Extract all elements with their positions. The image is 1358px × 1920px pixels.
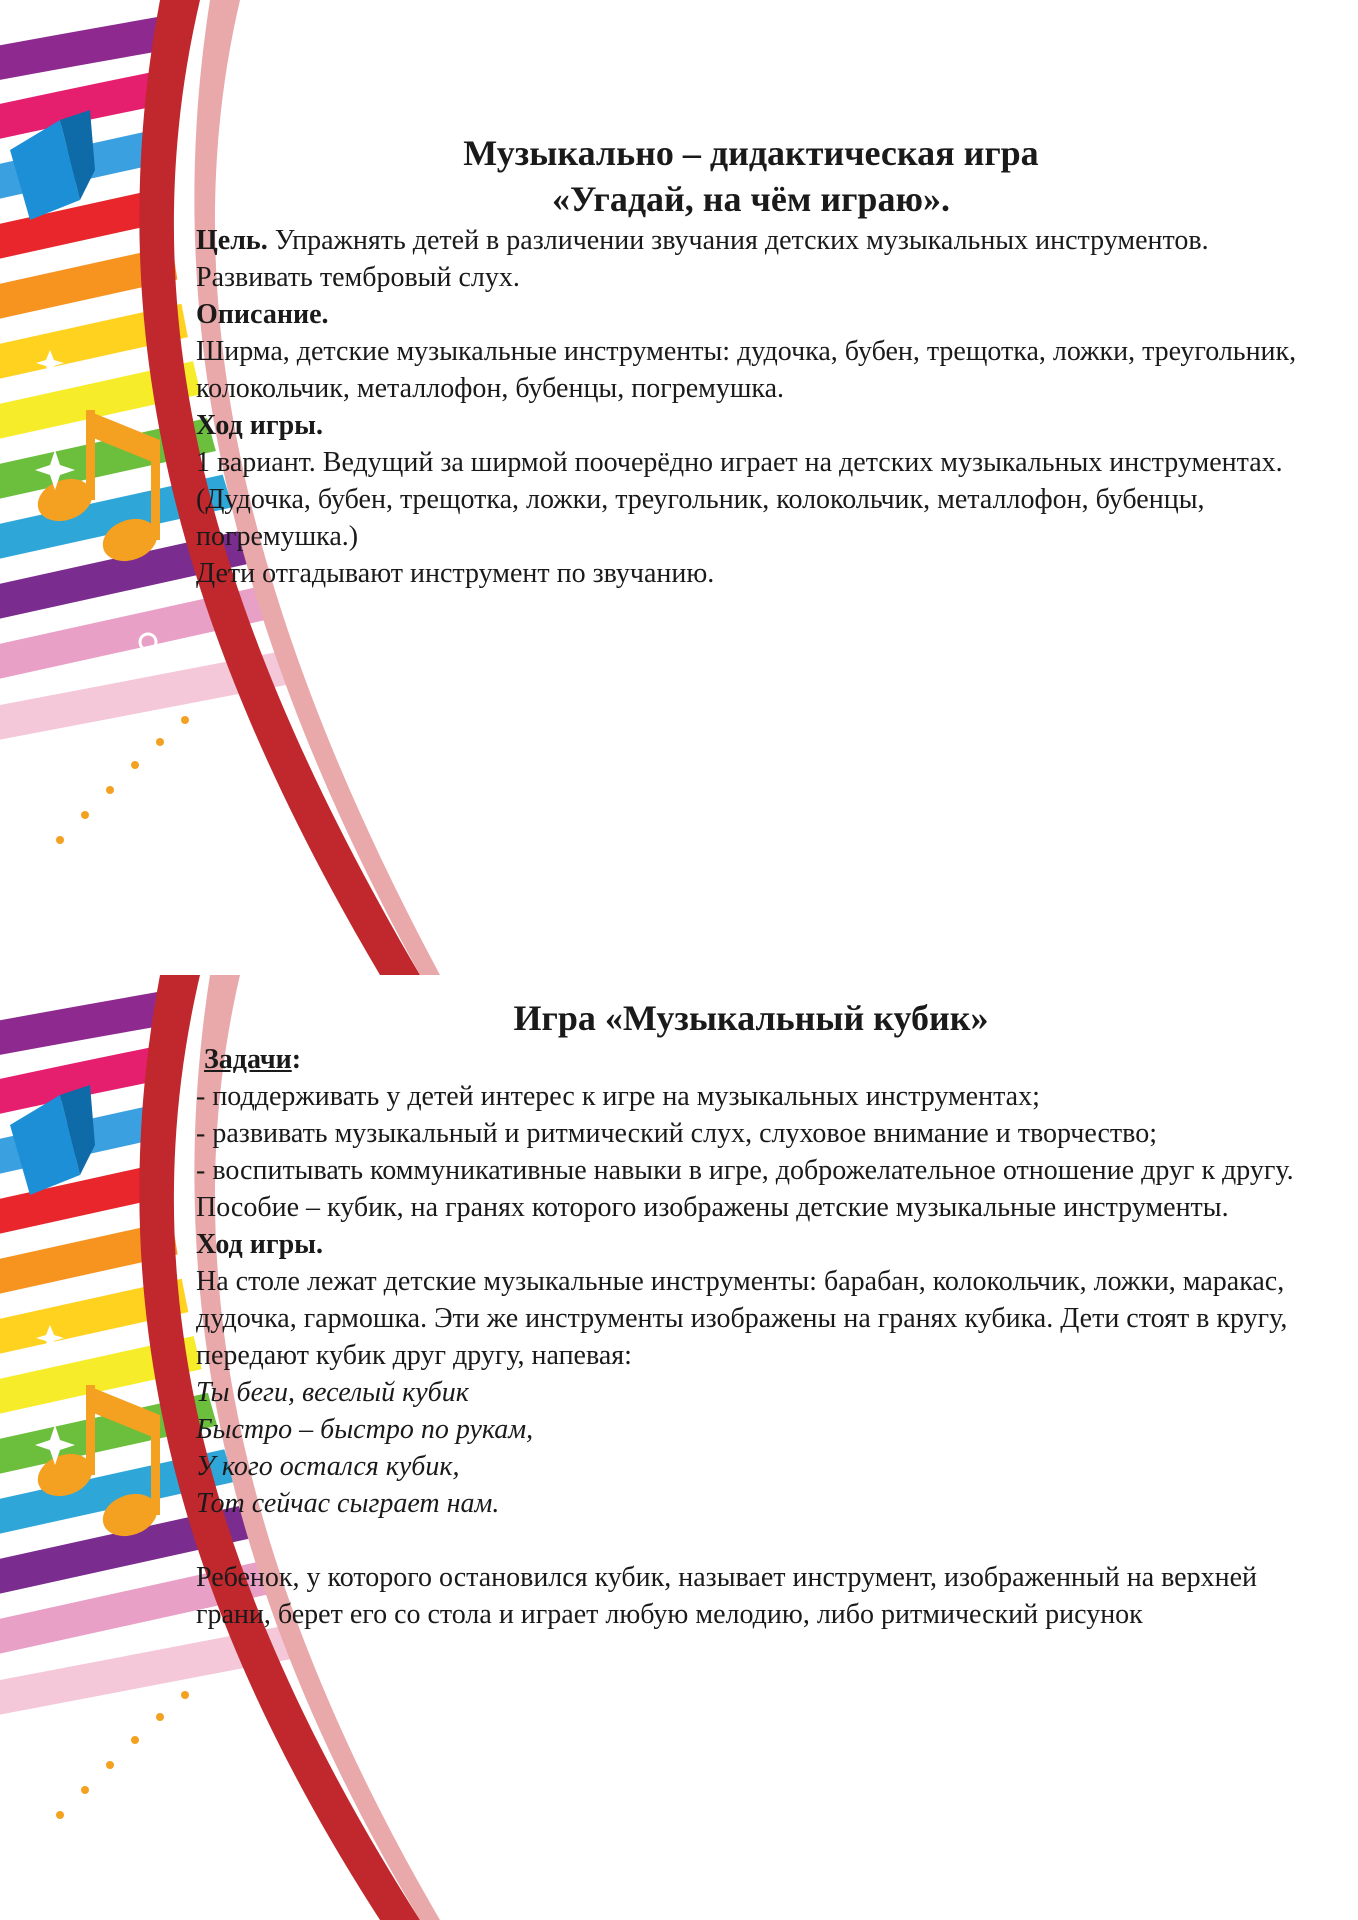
goal-text: Упражнять детей в различении звучания детских музыкальных инструментов. bbox=[267, 225, 1209, 256]
dotted-arc-decoration bbox=[56, 716, 189, 844]
game1-process-label: Ход игры. bbox=[196, 410, 323, 441]
tasks-heading bbox=[196, 1041, 1306, 1078]
game1-title-line2: «Угадай, на чём играю». bbox=[552, 179, 950, 219]
page-panel-2 bbox=[0, 975, 1358, 1920]
spacer bbox=[196, 1522, 1306, 1559]
verse-line-4: Тот сейчас сыграет нам. bbox=[196, 1488, 500, 1519]
tasks-colon: : bbox=[291, 1044, 302, 1075]
final-text: Ребенок, у которого остановился кубик, называет инструмент, изображенный на верхней грани, берет его со стола и играет любую мелодию, либо ритмический рисунок bbox=[196, 1562, 1258, 1630]
game1-process-text-1: 1 вариант. Ведущий за ширмой поочерёдно играет на детских музыкальных инструментах. (Дудочка, бубен, трещотка, ложки, треугольник, колокольчик, металлофон, бубенцы, погремушка.) bbox=[196, 447, 1283, 552]
description-label: Описание. bbox=[196, 299, 329, 330]
description-text: Ширма, детские музыкальные инструменты: дудочка, бубен, трещотка, ложки, треугольник, колокольчик, металлофон, бубенцы, погремушка. bbox=[196, 336, 1297, 404]
game2-content bbox=[196, 995, 1306, 1633]
aid-text: Пособие – кубик, на гранях которого изображены детские музыкальные инструменты. bbox=[196, 1192, 1229, 1223]
game1-process-text-2: Дети отгадывают инструмент по звучанию. bbox=[196, 558, 715, 589]
verse-line-2: Быстро – быстро по рукам, bbox=[196, 1414, 534, 1445]
verse-line-1: Ты беги, веселый кубик bbox=[196, 1377, 469, 1408]
game1-title-line1: Музыкально – дидактическая игра bbox=[463, 133, 1039, 173]
game1-goal bbox=[196, 222, 1306, 259]
game2-process-text: На столе лежат детские музыкальные инструменты: барабан, колокольчик, ложки, маракас, дудочка, гармошка. Эти же инструменты изображены на гранях кубика. Дети стоят в кругу, передают кубик друг другу, напевая: bbox=[196, 1266, 1288, 1371]
verse-line-3: У кого остался кубик, bbox=[196, 1451, 460, 1482]
dotted-arc-decoration bbox=[56, 1691, 189, 1819]
game2-title: Игра «Музыкальный кубик» bbox=[513, 998, 989, 1038]
goal-label: Цель. bbox=[196, 225, 268, 256]
game1-content bbox=[196, 130, 1306, 592]
game2-process-label: Ход игры. bbox=[196, 1229, 323, 1260]
task-1: - поддерживать у детей интерес к игре на музыкальных инструментах; bbox=[196, 1081, 1040, 1112]
goal-text-2: Развивать тембровый слух. bbox=[196, 262, 520, 293]
task-2: - развивать музыкальный и ритмический слух, слуховое внимание и творчество; bbox=[196, 1118, 1157, 1149]
tasks-label: Задачи bbox=[204, 1044, 292, 1075]
task-3: - воспитывать коммуникативные навыки в игре, доброжелательное отношение друг к другу. bbox=[196, 1155, 1294, 1186]
